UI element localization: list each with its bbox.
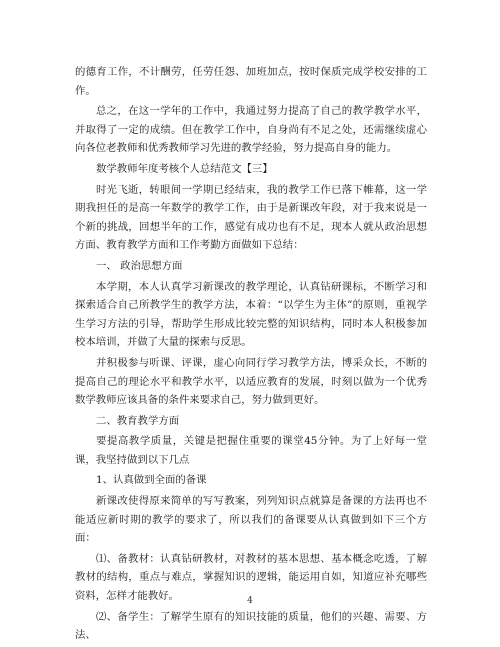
heading-political: 一、 政治思想方面 — [96, 259, 183, 272]
paragraph-students: ⑵、备学生：了解学生原有的知识技能的质量，他们的兴趣、需要、方法、 — [75, 610, 427, 642]
page-number: 4 — [247, 596, 253, 606]
paragraph-teaching: 要提高教学质量，关键是把握住重要的课堂45分钟。为了上好每一堂课，我坚持做到以下几点 — [75, 435, 427, 466]
subheading-preparation: 1、认真做到全面的备课 — [96, 474, 207, 487]
heading-teaching: 二、教育教学方面 — [96, 414, 180, 427]
paragraph-summary: 总之，在这一学年的工作中，我通过努力提高了自己的教学教学水平，并取得了一定的成绩。但在教学工作中，自身尚有不足之处，还需继续虚心向各位老教师和优秀教师学习先进的教学经验，努力提高自身的能力。 — [75, 105, 427, 155]
paragraph-political-2: 并积极参与听课、评课，虚心向同行学习教学方法，博采众长，不断的提高自己的理论水平和教学水平，以适应教育的发展，时刻以做为一个优秀数学教师应该具备的条件来要求自己，努力做到更好。 — [75, 356, 427, 407]
paragraph-preparation: 新课改使得原来简单的写写教案，列列知识点就算是备课的方法再也不能适应新时期的教学的要求了，所以我们的备课要从认真做到如下三个方面： — [75, 495, 427, 545]
paragraph-political-1: 本学期，本人认真学习新课改的教学理论，认真钻研课标，不断学习和探索适合自己所教学生的教学方法，本着：“以学生为主体”的原则，重视学生学习方法的引导，帮助学生形成比较完整的知识结构，同时本人积极参加校本培训，并做了大量的探索与反思。 — [75, 280, 427, 349]
section-title: 数学教师年度考核个人总结范文【三】 — [96, 162, 273, 175]
paragraph-intro: 时光飞逝，转眼间一学期已经结束，我的教学工作已落下帷幕，这一学期我担任的是高一年数学的教学工作，由于是新课改年段，对于我来说是一个新的挑战，回想半年的工作，感觉有成功也有不足，现本人就从政治思想方面、教育教学方面和工作考勤方面做如下总结： — [75, 183, 427, 252]
paragraph-continuation: 的德育工作，不计酬劳，任劳任怨、加班加点，按时保质完成学校安排的工作。 — [75, 66, 427, 97]
document-body — [75, 63, 427, 647]
paragraph-textbook: ⑴、备教材：认真钻研教材，对教材的基本思想、基本概念吃透，了解教材的结构，重点与难点，掌握知识的逻辑，能运用自如，知道应补充哪些资料，怎样才能教好。 — [75, 552, 427, 603]
